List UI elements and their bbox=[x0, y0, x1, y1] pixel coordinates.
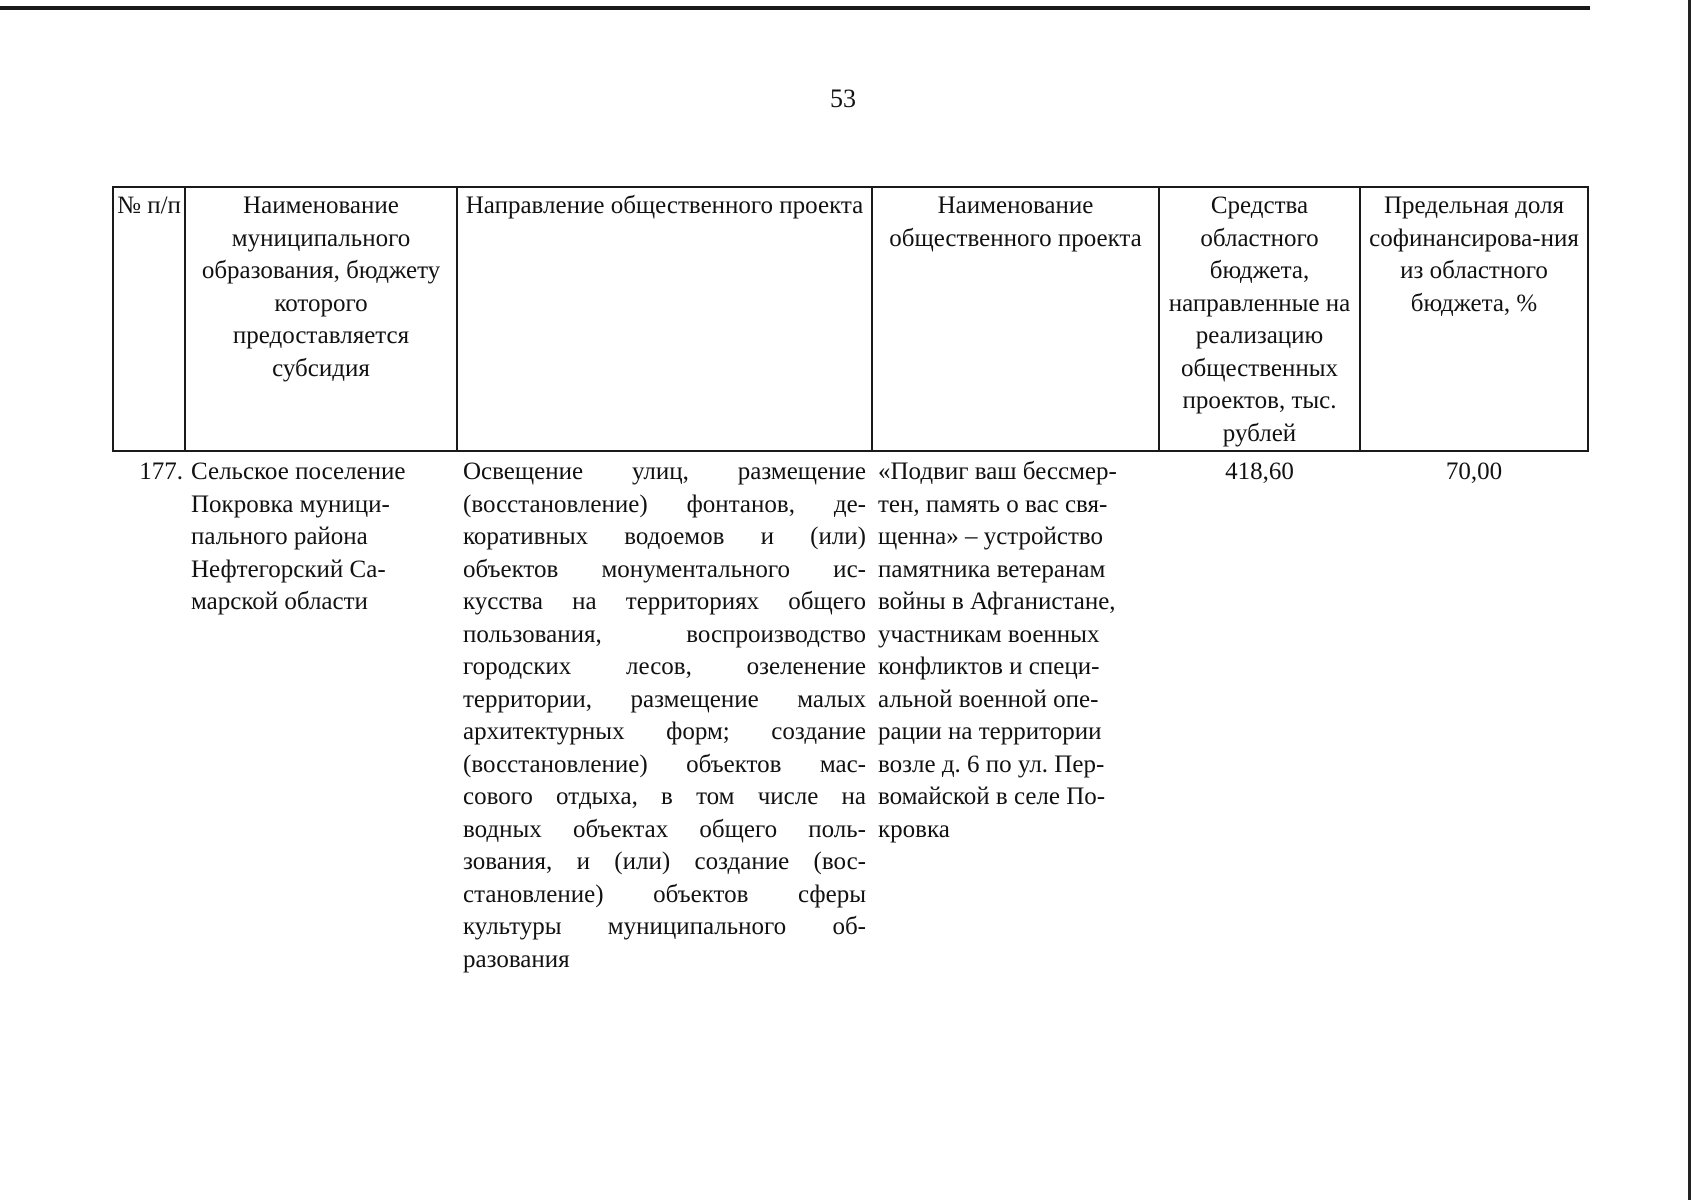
header-municipality: Наименование муниципального образования, бюджету которого предоставляется субсидия bbox=[185, 187, 457, 451]
cell-number: 177. bbox=[139, 458, 183, 485]
scan-right-border bbox=[1688, 0, 1691, 1200]
cell-funds: 418,60 bbox=[1225, 458, 1294, 485]
header-project-name: Наименование общественного проекта bbox=[872, 187, 1159, 451]
page-number: 53 bbox=[830, 84, 856, 113]
cell-project-name: «Подвиг ваш бессмер-тен, память о вас свя-щенна» – устройство памятника ветеранам войны в Афганистане, участникам военных конфликтов и специ-альной военной опе-рации на территории возле д. 6 по ул. Пер-вомайской в селе По-кровка bbox=[878, 458, 1117, 843]
header-funds: Средства областного бюджета, направленные на реализацию общественных проектов, тыс. рублей bbox=[1159, 187, 1360, 451]
header-number: № п/п bbox=[113, 187, 185, 451]
cell-share: 70,00 bbox=[1445, 458, 1503, 485]
cell-direction: Освещение улиц, размещение (восстановление) фонтанов, де-коративных водоемов и (или) объектов монументального ис-кусства на территориях общего пользования, воспроизводство городских лесов, озеленение территории, размещение малых архитектурных форм; создание (восстановление) объектов мас-сового отдыха, в том числе на водных объектах общего поль-зования, и (или) создание (вос-становление) объектов сферы культуры муниципального об-разования bbox=[463, 458, 866, 973]
header-direction: Направление общественного проекта bbox=[457, 187, 872, 451]
cell-municipality: Сельское поселение Покровка муници-пального района Нефтегорский Са-марской области bbox=[191, 458, 406, 615]
table-row bbox=[113, 451, 1588, 976]
header-share: Предельная доля софинансирова-ния из областного бюджета, % bbox=[1360, 187, 1588, 451]
scan-top-border bbox=[0, 6, 1590, 10]
subsidy-table bbox=[112, 186, 1589, 976]
table-header-row bbox=[113, 187, 1588, 451]
